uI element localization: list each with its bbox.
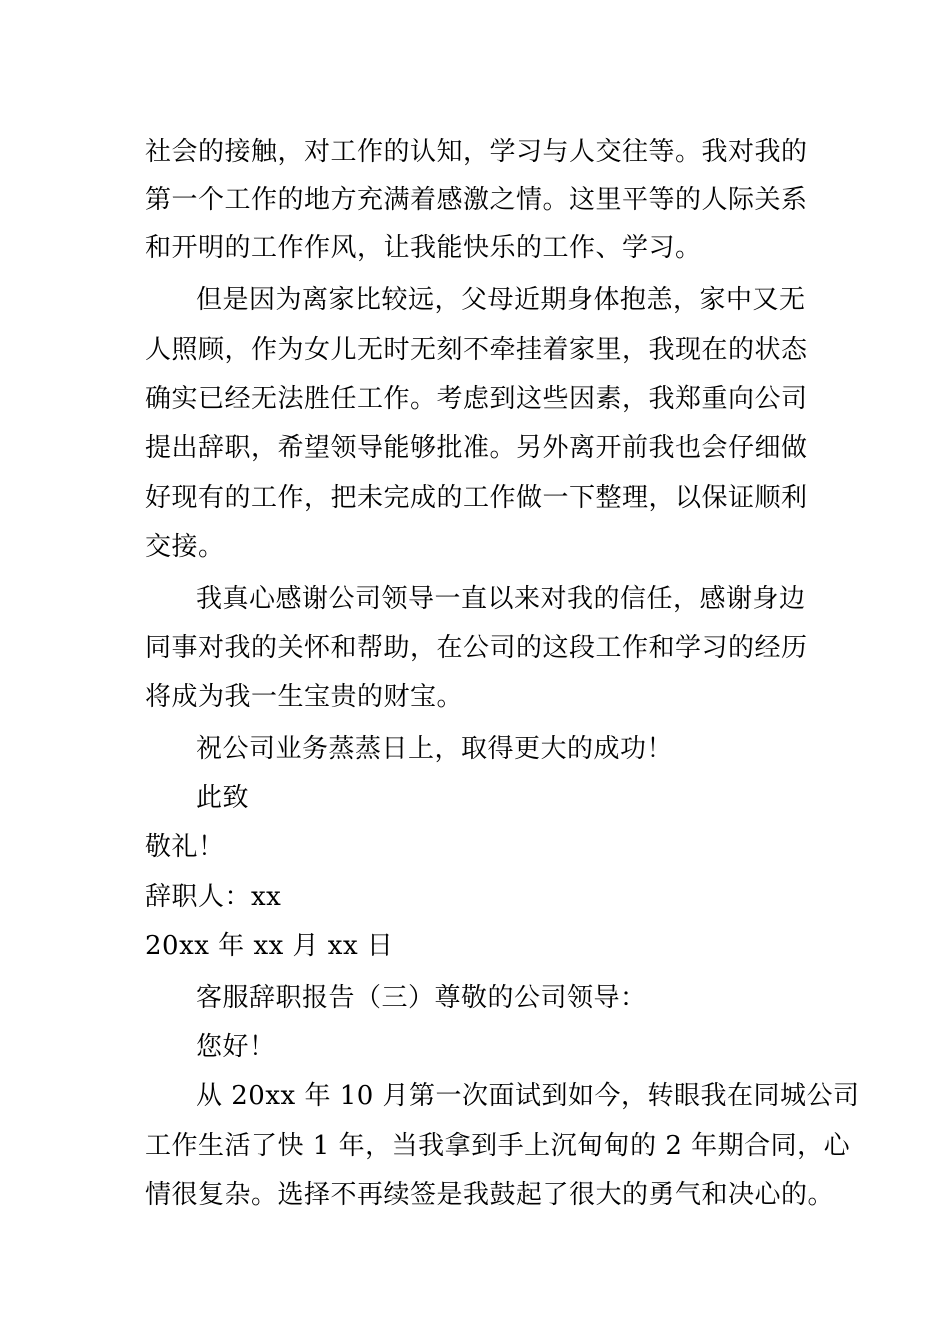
signature-line: 辞职人：xx [145,882,282,912]
text-line: 将成为我一生宝贵的财宝。 [145,682,464,712]
text-line: 提出辞职，希望领导能够批准。另外离开前我也会仔细做 [145,433,808,463]
paragraph-start-line: 但是因为离家比较远，父母近期身体抱恙，家中又无 [196,285,806,315]
paragraph-start-line: 从 20xx 年 10 月第一次面试到如今，转眼我在同城公司 [196,1081,860,1111]
paragraph-start-line: 我真心感谢公司领导一直以来对我的信任，感谢身边 [196,584,806,614]
closing-regards: 敬礼！ [145,832,225,862]
section-heading-line: 客服辞职报告（三）尊敬的公司领导： [196,983,647,1013]
text-line: 确实已经无法胜任工作。考虑到这些因素，我郑重向公司 [145,384,808,414]
text-line: 工作生活了快 1 年，当我拿到手上沉甸甸的 2 年期合同，心 [145,1131,851,1161]
date-line: 20xx 年 xx 月 xx 日 [145,931,394,961]
text-line: 好现有的工作，把未完成的工作做一下整理，以保证顺利 [145,483,808,513]
closing-salutation: 此致 [196,783,250,813]
text-line: 同事对我的关怀和帮助，在公司的这段工作和学习的经历 [145,633,808,663]
text-line: 社会的接触，对工作的认知，学习与人交往等。我对我的 [145,137,808,167]
text-line: 交接。 [145,532,225,562]
blessing-line: 祝公司业务蒸蒸日上，取得更大的成功！ [196,734,674,764]
text-line: 情很复杂。选择不再续签是我鼓起了很大的勇气和决心的。 [145,1180,835,1210]
text-line: 第一个工作的地方充满着感激之情。这里平等的人际关系 [145,185,808,215]
text-line: 人照顾，作为女儿无时无刻不牵挂着家里，我现在的状态 [145,335,808,365]
text-line: 和开明的工作作风，让我能快乐的工作、学习。 [145,233,702,263]
greeting-line: 您好！ [196,1032,276,1062]
